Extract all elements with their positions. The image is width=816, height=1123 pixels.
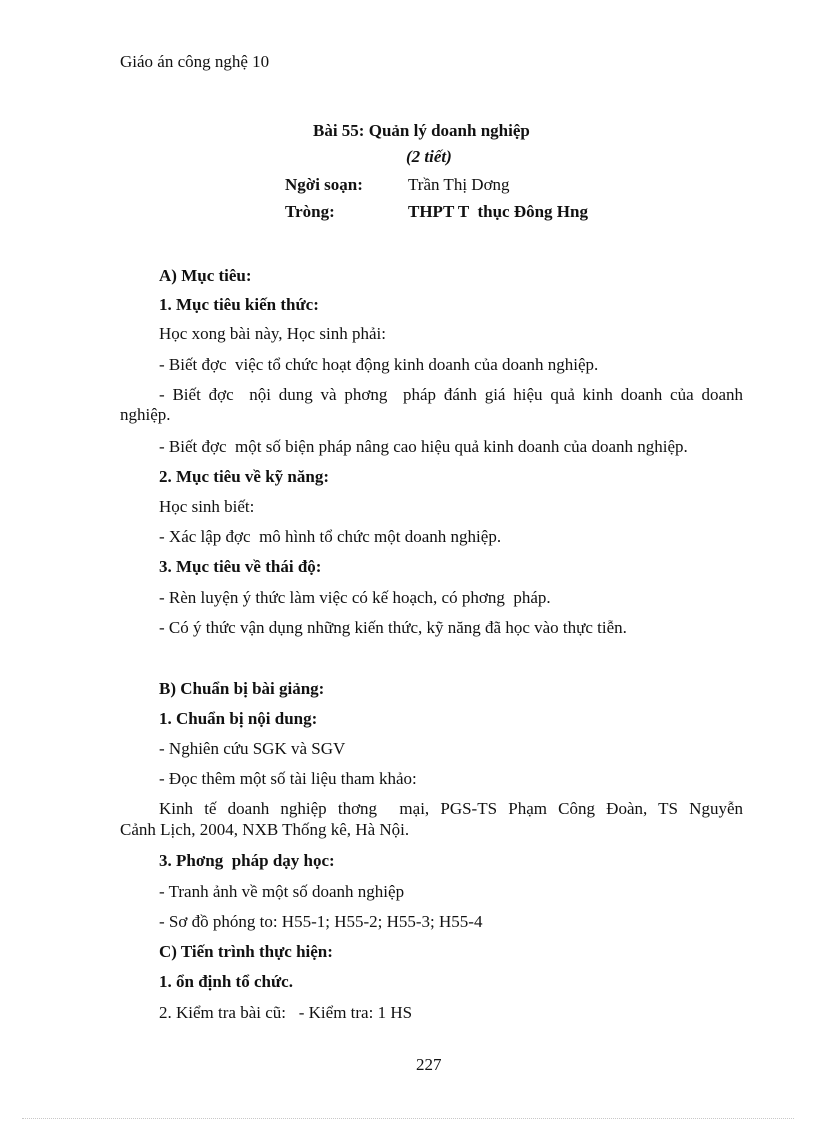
lesson-title: Bài 55: Quản lý doanh nghiệp <box>313 121 530 140</box>
page-number: 227 <box>416 1055 442 1074</box>
school-value: THPT T thục Đông Hng <box>408 202 588 221</box>
b1-reference-line-2: Cảnh Lịch, 2004, NXB Thống kê, Hà Nội. <box>120 820 410 839</box>
lesson-periods: (2 tiết) <box>406 147 452 166</box>
c2-text: 2. Kiểm tra bài cũ: - Kiểm tra: 1 HS <box>159 1003 413 1022</box>
section-b3-heading: 3. Phơng pháp dạy học: <box>159 851 335 870</box>
author-label: Ngời soạn: <box>285 175 363 194</box>
school-label: Tròng: <box>285 202 335 221</box>
b3-item-1: - Tranh ảnh về một số doanh nghiệp <box>159 882 405 901</box>
section-a2-heading: 2. Mục tiêu về kỹ năng: <box>159 467 329 486</box>
b1-item-2: - Đọc thêm một số tài liệu tham khảo: <box>159 769 417 788</box>
section-b-heading: B) Chuẩn bị bài giảng: <box>159 679 325 698</box>
author-value: Trần Thị Dơng <box>408 175 510 194</box>
a2-item-1: - Xác lập đợc mô hình tổ chức một doanh nghiệp. <box>159 527 502 546</box>
a2-intro: Học sinh biết: <box>159 497 255 516</box>
section-a3-heading: 3. Mục tiêu về thái độ: <box>159 557 322 576</box>
b1-reference-line-1: Kinh tế doanh nghiệp thơng mại, PGS-TS Phạm Công Đoàn, TS Nguyễn <box>159 799 743 818</box>
a1-item-2-line-2: nghiệp. <box>120 405 171 424</box>
a1-item-3: - Biết đợc một số biện pháp nâng cao hiệu quả kinh doanh của doanh nghiệp. <box>159 437 688 456</box>
section-b1-heading: 1. Chuẩn bị nội dung: <box>159 709 318 728</box>
b1-item-1: - Nghiên cứu SGK và SGV <box>159 739 346 758</box>
a1-item-1: - Biết đợc việc tổ chức hoạt động kinh doanh của doanh nghiệp. <box>159 355 599 374</box>
section-a1-heading: 1. Mục tiêu kiến thức: <box>159 295 319 314</box>
page-bottom-divider <box>22 1118 794 1119</box>
a1-intro: Học xong bài này, Học sinh phải: <box>159 324 386 343</box>
section-c-heading: C) Tiến trình thực hiện: <box>159 942 333 961</box>
running-header: Giáo án công nghệ 10 <box>120 52 270 71</box>
a3-item-2: - Có ý thức vận dụng những kiến thức, kỹ năng đã học vào thực tiễn. <box>159 618 627 637</box>
a3-item-1: - Rèn luyện ý thức làm việc có kế hoạch, có phơng pháp. <box>159 588 551 607</box>
section-a-heading: A) Mục tiêu: <box>159 266 252 285</box>
a1-item-2-line-1: - Biết đợc nội dung và phơng pháp đánh giá hiệu quả kinh doanh của doanh <box>159 385 743 404</box>
b3-item-2: - Sơ đồ phóng to: H55-1; H55-2; H55-3; H55-4 <box>159 912 483 931</box>
section-c1-heading: 1. ổn định tổ chức. <box>159 972 293 991</box>
